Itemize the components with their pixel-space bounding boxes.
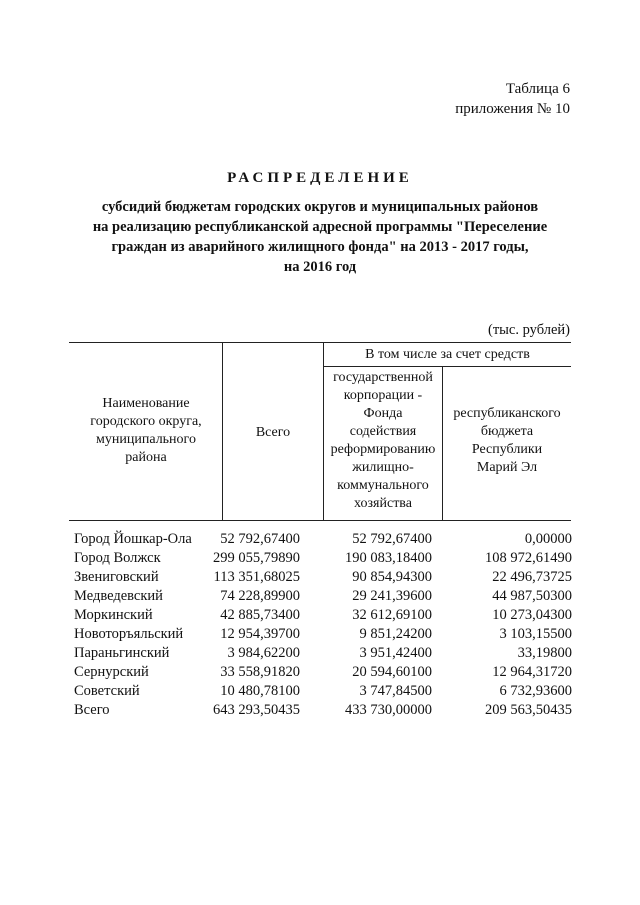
row-name: Город Йошкар-Ола [74,531,192,547]
document-title: РАСПРЕДЕЛЕНИЕ [227,170,413,186]
row-name: Новоторъяльский [74,626,184,642]
row-total: 3 984,62200 [227,645,300,661]
header-total: Всего [255,425,291,440]
row-republic: 6 732,93600 [499,683,572,699]
row-republic: 0,00000 [524,531,572,547]
row-name: Звениговский [74,569,159,585]
row-total: 299 055,79890 [213,550,300,566]
header-fund: государственной корпорации - Фонда содействия реформированию жилищно- коммунального хозяйства [330,370,436,511]
row-name: Советский [74,683,140,699]
header-group-divider [323,366,571,367]
header-top-border [69,342,571,343]
header-group: В том числе за счет средств [365,347,530,362]
row-total: 10 480,78100 [220,683,300,699]
table-row [74,549,572,568]
subtitle-line-3: граждан из аварийного жилищного фонда" на 2013 - 2017 годы, [111,239,529,255]
table-row [74,606,572,625]
row-republic: 209 563,50435 [485,702,572,718]
units-label: (тыс. рублей) [488,322,570,338]
header-republic: республиканского бюджета Республики Марий Эл [453,406,561,475]
row-republic: 22 496,73725 [492,569,572,585]
table-row [74,587,572,606]
row-total: 33 558,91820 [220,664,300,680]
row-fund: 29 241,39600 [352,588,432,604]
row-fund: 9 851,24200 [359,626,432,642]
row-name: Всего [74,702,110,718]
table-reference [455,79,570,119]
row-republic: 108 972,61490 [485,550,572,566]
subtitle-line-1: субсидий бюджетам городских округов и муниципальных районов [101,199,539,215]
row-republic: 44 987,50300 [492,588,572,604]
row-total: 12 954,39700 [220,626,300,642]
reference-line-1: Таблица 6 [505,81,570,97]
reference-line-2: приложения № 10 [455,101,570,117]
subtitle-line-2: на реализацию республиканской адресной программы "Переселение [92,219,548,235]
row-total: 52 792,67400 [220,531,300,547]
row-fund: 3 951,42400 [359,645,432,661]
table-row [74,682,572,701]
subtitle-line-4: на 2016 год [283,259,357,275]
row-fund: 3 747,84500 [359,683,432,699]
row-total: 113 351,68025 [213,569,300,585]
row-republic: 12 964,31720 [492,664,572,680]
row-fund: 32 612,69100 [352,607,432,623]
table-row [74,644,572,663]
table-row [74,663,572,682]
row-total: 74 228,89900 [220,588,300,604]
header-name: Наименование городского округа, муниципального района [90,396,202,465]
row-name: Медведевский [74,588,163,604]
row-republic: 3 103,15500 [499,626,572,642]
row-republic: 33,19800 [517,645,572,661]
row-total: 643 293,50435 [213,702,300,718]
row-fund: 20 594,60100 [352,664,432,680]
row-fund: 433 730,00000 [345,702,432,718]
table-row [74,568,572,587]
row-total: 42 885,73400 [220,607,300,623]
row-name: Город Волжск [74,550,161,566]
row-name: Моркинский [74,607,153,623]
row-fund: 52 792,67400 [352,531,432,547]
row-fund: 90 854,94300 [352,569,432,585]
row-name: Параньгинский [74,645,170,661]
row-republic: 10 273,04300 [492,607,572,623]
header-bottom-border [69,520,571,521]
row-fund: 190 083,18400 [345,550,432,566]
table-row [74,530,572,549]
row-name: Сернурский [74,664,149,680]
table-row [74,625,572,644]
table-row-total [74,701,572,720]
document-subtitle [60,197,580,277]
